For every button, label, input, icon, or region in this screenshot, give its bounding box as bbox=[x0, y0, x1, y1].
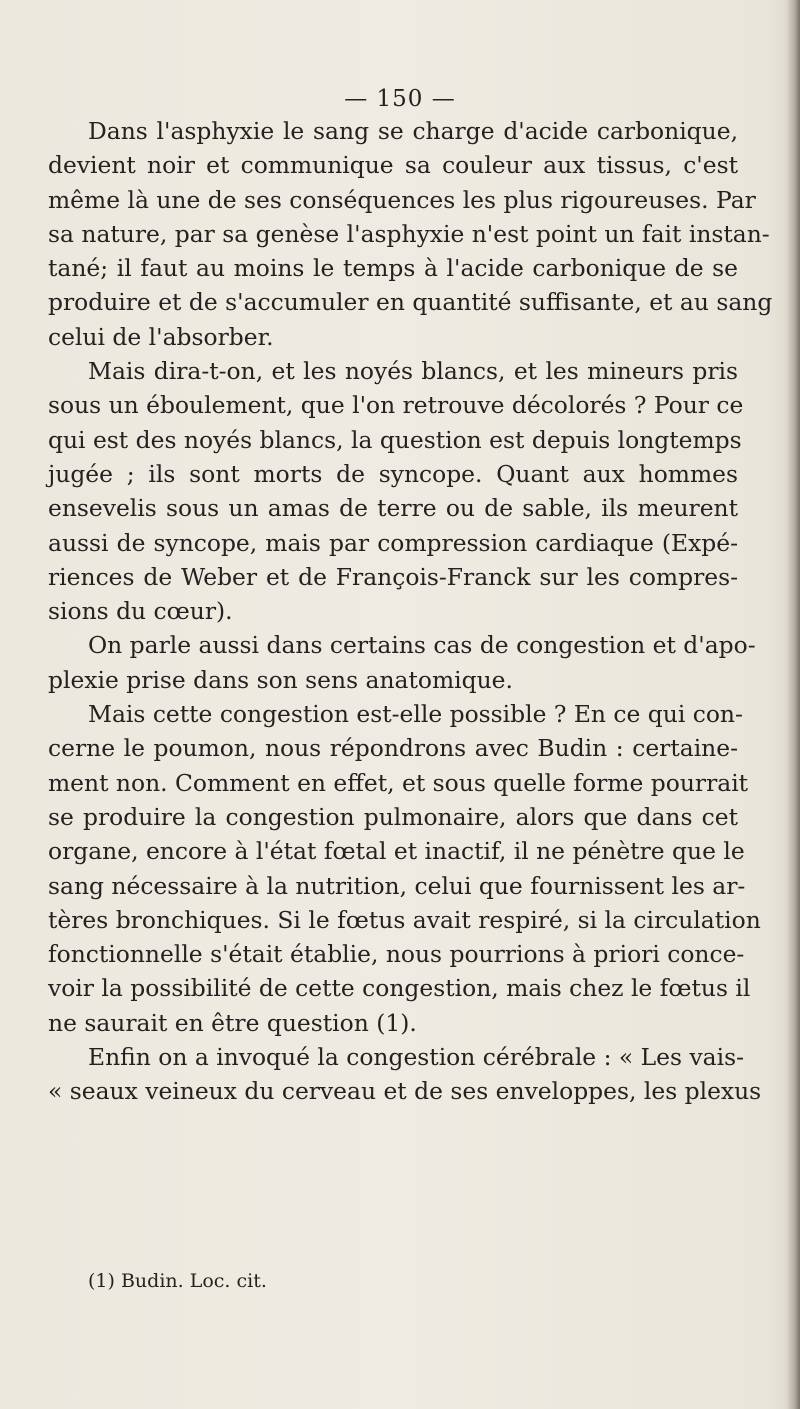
text-line: fonctionnelle s'était établie, nous pourrions à priori conce- bbox=[48, 940, 745, 969]
text-line: voir la possibilité de cette congestion, mais chez le fœtus il bbox=[48, 974, 751, 1003]
text-line: sa nature, par sa genèse l'asphyxie n'est point un fait instan- bbox=[48, 219, 770, 248]
body-text bbox=[48, 114, 773, 1109]
text-line: tané; il faut au moins le temps à l'acide carbonique de se bbox=[48, 254, 738, 283]
text-line: tères bronchiques. Si le fœtus avait respiré, si la circulation bbox=[48, 905, 761, 934]
text-line: celui de l'absorber. bbox=[48, 322, 274, 351]
text-line: jugée ; ils sont morts de syncope. Quant aux hommes bbox=[48, 459, 738, 488]
text-line: sang nécessaire à la nutrition, celui que fournissent les ar- bbox=[48, 871, 746, 900]
footnote: (1) Budin. Loc. cit. bbox=[88, 1270, 267, 1292]
text-line: se produire la congestion pulmonaire, alors que dans cet bbox=[48, 802, 738, 831]
text-line: Mais dira-t-on, et les noyés blancs, et les mineurs pris bbox=[88, 357, 738, 386]
text-line: même là une de ses conséquences les plus rigoureuses. Par bbox=[48, 185, 756, 214]
text-line: cerne le poumon, nous répondrons avec Budin : certaine- bbox=[48, 734, 738, 763]
text-line: aussi de syncope, mais par compression cardiaque (Expé- bbox=[48, 528, 738, 557]
paragraph bbox=[48, 114, 773, 354]
text-line: On parle aussi dans certains cas de congestion et d'apo- bbox=[88, 631, 756, 660]
paragraph bbox=[48, 1040, 762, 1109]
text-line: « seaux veineux du cerveau et de ses enveloppes, les plexus bbox=[48, 1077, 762, 1106]
text-line: ment non. Comment en effet, et sous quelle forme pourrait bbox=[48, 768, 749, 797]
text-line: ne saurait en être question (1). bbox=[48, 1008, 417, 1037]
text-line: plexie prise dans son sens anatomique. bbox=[48, 665, 513, 694]
text-line: sous un éboulement, que l'on retrouve décolorés ? Pour ce bbox=[48, 391, 744, 420]
text-line: Mais cette congestion est-elle possible ? En ce qui con- bbox=[88, 700, 743, 729]
paragraph bbox=[48, 697, 761, 1040]
text-line: devient noir et communique sa couleur aux tissus, c'est bbox=[48, 151, 738, 180]
text-line: ensevelis sous un amas de terre ou de sable, ils meurent bbox=[48, 494, 738, 523]
page-edge-shadow bbox=[786, 0, 800, 1409]
text-line: produire et de s'accumuler en quantité suffisante, et au sang bbox=[48, 288, 773, 317]
text-line: Dans l'asphyxie le sang se charge d'acide carbonique, bbox=[88, 117, 738, 145]
text-line: qui est des noyés blancs, la question est depuis longtemps bbox=[48, 425, 742, 454]
paragraph bbox=[48, 628, 756, 697]
paragraph bbox=[48, 354, 744, 628]
text-line: riences de Weber et de François-Franck sur les compres- bbox=[48, 562, 738, 591]
text-line: organe, encore à l'état fœtal et inactif, il ne pénètre que le bbox=[48, 837, 745, 866]
text-line: Enfin on a invoqué la congestion cérébrale : « Les vais- bbox=[88, 1043, 744, 1072]
page-number: — 150 — bbox=[344, 86, 456, 112]
text-line: sions du cœur). bbox=[48, 597, 233, 626]
